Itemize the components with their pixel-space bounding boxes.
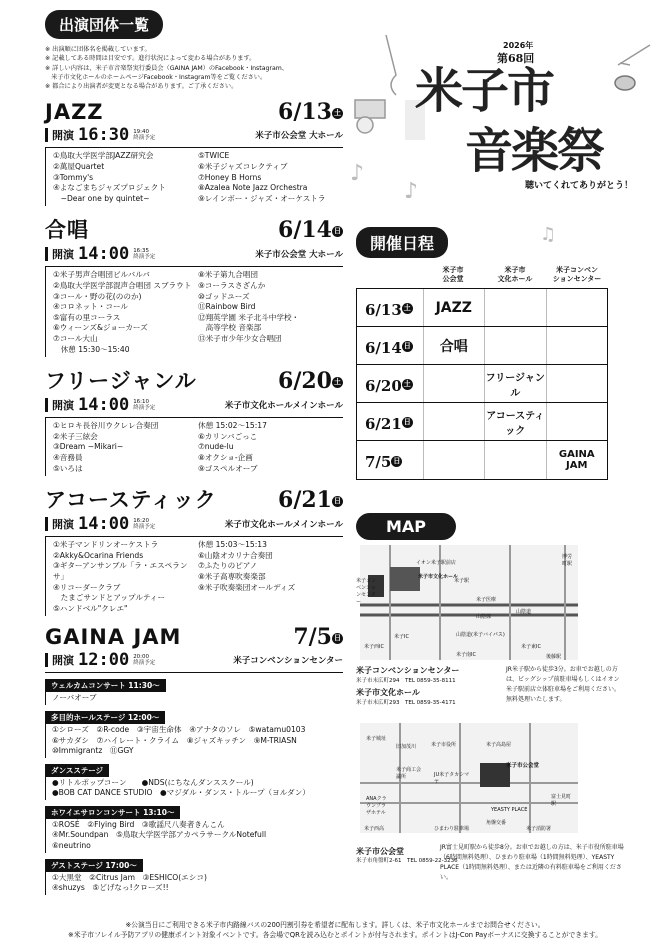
performer-col-2 xyxy=(198,270,343,355)
performer-item: ~Dear one by quintet~ xyxy=(53,193,150,203)
schedule-cell xyxy=(546,403,608,440)
genre-name: JAZZ xyxy=(45,100,104,125)
schedule-row xyxy=(357,403,607,441)
performer-col-2 xyxy=(198,151,343,204)
performer-item: ⑨レインボー・ジャズ・オーケストラ xyxy=(198,193,326,203)
venue-name: 米子市文化ホールメインホール xyxy=(224,401,343,412)
notes: ※ 出演順に団体名を掲載しています。 ※ 記載してある時間は目安です。進行状況によって変わる場合があります。 ※ 詳しい内容は、米子市音楽祭実行委員会（GAINA JAM）のFacebook・Instagram、 米子市文化ホールのホームページFacebook・Instagram等をご覧ください。 ※ 都合により出演者が変更となる場合があります。ご了承ください。 xyxy=(45,46,288,91)
stage-performers xyxy=(45,724,343,758)
venue-name: 米子市公会堂 大ホール xyxy=(255,250,343,261)
stage-label: ダンスステージ xyxy=(45,764,109,777)
genre-name: 合唱 xyxy=(45,218,89,243)
stage-performers xyxy=(45,819,343,853)
schedule-cell xyxy=(423,403,485,440)
performer-item: 高等学校 音楽部 xyxy=(198,323,262,333)
schedule-columns: 米子市 公会堂 米子市 文化ホール 米子コンベン ションセンター xyxy=(442,266,602,283)
performer-item: ④コロネット・コール xyxy=(53,302,128,312)
open-time: 14:00 xyxy=(78,514,130,535)
performer-item: ⑥neutrino xyxy=(52,841,91,851)
performer-item: ⑧米子第九合唱団 xyxy=(198,270,258,280)
performer-item: ①ROSÉ ②Flying Bird ③歌謡尺八奏者きんこん xyxy=(52,819,225,829)
schedule-cell xyxy=(484,327,546,364)
festival-edition: 第68回 xyxy=(497,52,535,65)
genre-date: 6/21 日 xyxy=(278,487,341,514)
schedule-date: 6/14 日 xyxy=(365,338,411,357)
stage-label: ウェルカムコンサート 11:30〜 xyxy=(45,679,166,692)
genre-header xyxy=(45,484,343,514)
schedule-title: 開催日程 xyxy=(356,227,448,258)
end-time: 16:20 終演予定 xyxy=(133,517,156,531)
map1-label: 山陰道 xyxy=(516,609,532,615)
performer-item: ⑥サカダシ ⑦ハイレート・クライム ⑧ジャズキッチン ⑨M-TRIASN xyxy=(52,735,297,745)
performer-item: ⑨コーラスさざんか xyxy=(198,281,266,291)
performer-columns xyxy=(45,267,343,357)
performer-item: ④よなごまちジャズプロジェクト xyxy=(53,183,166,193)
festival-year: 2026年 xyxy=(503,41,534,50)
time-line xyxy=(45,514,343,537)
page-title: 出演団体一覧 xyxy=(45,10,163,39)
map1-label: 博労町駅 xyxy=(562,554,573,567)
schedule-cell xyxy=(546,365,608,402)
performer-item: ③コール・野の花(ののか) xyxy=(53,291,142,301)
end-time: 19:40 終演予定 xyxy=(133,128,156,142)
performer-item: ③Tommy's xyxy=(53,172,94,182)
time-line xyxy=(45,650,343,673)
performer-item: 休憩 15:02〜15:17 xyxy=(198,421,267,431)
performer-columns xyxy=(45,537,343,616)
performer-item: ⑥カリンバごっこ xyxy=(198,431,258,441)
map2-label: 米子城址 xyxy=(366,736,387,742)
map1-label: 米子駅 xyxy=(454,578,470,584)
performer-item: ●BOB CAT DANCE STUDIO ●マジダル・ダンス・トループ（ヨルダン） xyxy=(52,788,310,798)
schedule-cell xyxy=(546,289,608,326)
schedule-date: 6/20 土 xyxy=(365,376,411,395)
end-time: 16:10 終演予定 xyxy=(133,398,156,412)
genre-name: アコースティック xyxy=(45,488,217,513)
genre-header xyxy=(45,214,343,244)
map1-label: 米子IC xyxy=(394,634,409,640)
genre-date: 6/14 日 xyxy=(278,217,341,244)
open-time: 14:00 xyxy=(78,395,130,416)
performer-item: ②米子三絃会 xyxy=(53,431,98,441)
schedule-cell xyxy=(423,441,485,479)
map2-label: YEASTY PLACE xyxy=(491,807,528,813)
performer-item: ①米子マンドリンオーケストラ xyxy=(53,540,159,550)
divider xyxy=(45,398,48,412)
schedule-date: 6/21 日 xyxy=(365,414,411,433)
stage-performers xyxy=(45,692,343,705)
svg-text:♫: ♫ xyxy=(540,224,557,245)
svg-text:♪: ♪ xyxy=(404,179,419,204)
stage-label: 多目的ホールステージ 12:00〜 xyxy=(45,711,165,724)
performer-list xyxy=(45,10,343,895)
performer-item: ⑦Honey B Horns xyxy=(198,172,262,182)
performer-item: ⑧オクショ-企画 xyxy=(198,452,253,462)
performer-item: ②Akky&Ocarina Friends xyxy=(53,550,144,560)
map2-label: 米子西高 xyxy=(364,826,385,832)
performer-item: ②萬屋Quartet xyxy=(53,162,105,172)
performer-item: ③ギターアンサンブル「ラ・エスペランサ」 xyxy=(53,561,188,581)
performer-item: ⑦nude-lu xyxy=(198,442,234,452)
schedule-table xyxy=(356,288,608,480)
performer-item: ①大黒堂 ②Citrus Jam ③ESHICO(エシコ) xyxy=(52,872,207,882)
divider xyxy=(45,247,48,261)
open-label: 開演 xyxy=(52,654,74,668)
festival-name-1: 米子市 xyxy=(415,63,554,119)
genre-date: 6/20 土 xyxy=(278,368,341,395)
map2-label: JU米子タカシマヤ xyxy=(434,772,470,785)
open-time: 14:00 xyxy=(78,244,130,265)
genre-header xyxy=(45,624,343,650)
performer-col-2 xyxy=(198,540,343,614)
map2-label: ANAクラウンプラザホテル xyxy=(366,796,387,816)
divider xyxy=(45,653,48,667)
sections xyxy=(45,99,343,673)
schedule-row xyxy=(357,327,607,365)
venue-public-hall: 米子市公会堂 米子市角盤町2-61 TEL 0859-22-3236 xyxy=(356,847,458,864)
stage-label: ホワイエサロンコンサート 13:10〜 xyxy=(45,806,180,819)
performer-item: ①米子男声合唱団ビルバルバ xyxy=(53,270,150,280)
stage-performers xyxy=(45,872,343,895)
schedule-cell: 合唱 xyxy=(423,327,485,364)
map-convention-center xyxy=(360,545,578,660)
festival-name-2: 音楽祭 xyxy=(465,123,604,179)
performer-item: ⑤TWICE xyxy=(198,151,230,161)
performer-item: ⑤ハンドベル"クレエ" xyxy=(53,603,128,613)
performer-item: 休憩 15:30〜15:40 xyxy=(53,344,130,354)
venue-convention: 米子コンベンションセンター 米子市末広町294 TEL 0859-35-8111 米子市文化ホール 米子市末広町293 TEL 0859-35-4171 xyxy=(356,666,460,706)
performer-item: ⑪Rainbow Bird xyxy=(198,302,256,312)
map1-label: 後藤駅 xyxy=(546,654,562,660)
map2-label: 旧加茂川 xyxy=(396,744,417,750)
performer-item: ⑧Azalea Note Jazz Orchestra xyxy=(198,183,308,193)
time-line xyxy=(45,244,343,267)
schedule-cell xyxy=(484,289,546,326)
performer-item: ③Dream ~Mikari~ xyxy=(53,442,124,452)
map2-label: 米子高島屋 xyxy=(486,742,512,748)
performer-item: ⑬米子市少年少女合唱団 xyxy=(198,334,282,344)
schedule-section xyxy=(356,227,646,480)
performer-item: ①鳥取大学医学部JAZZ研究会 xyxy=(53,151,154,161)
open-time: 12:00 xyxy=(78,650,130,671)
section-3 xyxy=(45,484,343,616)
map2-label: 米子商工会議所 xyxy=(396,767,422,780)
map1-label: 米子医療 xyxy=(476,597,497,603)
schedule-row xyxy=(357,365,607,403)
performer-item: ⑤富有の里コーラス xyxy=(53,312,121,322)
map-title: MAP xyxy=(356,513,456,540)
schedule-cell xyxy=(546,327,608,364)
venue-name: 米子市文化ホールメインホール xyxy=(224,520,343,531)
schedule-cell xyxy=(484,441,546,479)
performer-item: ⑨米子吹奏楽団オールディズ xyxy=(198,582,296,592)
performer-col-1 xyxy=(53,151,198,204)
performer-item: ⑦コール大山 xyxy=(53,334,98,344)
svg-text:♪: ♪ xyxy=(350,161,365,186)
open-label: 開演 xyxy=(52,248,74,262)
schedule-date: 6/13 土 xyxy=(365,300,411,319)
performer-item: ④Mr.Soundpan ⑤鳥取大学医学部アカペラサークルNotefull xyxy=(52,830,267,840)
end-time: 16:35 終演予定 xyxy=(133,247,156,261)
performer-item: ⑦ふたりのピアノ xyxy=(198,561,258,571)
section-2 xyxy=(45,365,343,476)
map2-label: 角盤交番 xyxy=(486,820,507,826)
festival-tagline: 聴いてくれてありがとう！ xyxy=(525,181,634,191)
performer-item: ⑩Immigrantz ⑪GGY xyxy=(52,746,134,756)
performer-item: たまごサンドとアップルティー xyxy=(53,593,166,603)
schedule-row xyxy=(357,289,607,327)
performer-item: ノーバオーブ xyxy=(52,693,97,703)
map1-label: 米子東IC xyxy=(521,644,541,650)
schedule-cell xyxy=(423,365,485,402)
performer-item: ⑥ウィーンズ&ジョーカーズ xyxy=(53,323,148,333)
map2-label: ひまわり駐車場 xyxy=(434,826,470,832)
performer-item: ⑫翔英学園 米子北斗中学校・ xyxy=(198,312,300,322)
schedule-cell: JAZZ xyxy=(423,289,485,326)
performer-item: ②鳥取大学医学部混声合唱団 スブラウト xyxy=(53,281,192,291)
performer-item: ④shuzys ⑤どげなっ!クローズ!! xyxy=(52,883,169,893)
map1-label: 米子市文化ホール xyxy=(418,574,458,580)
map1-label: 山陰線 xyxy=(476,614,492,620)
section-0 xyxy=(45,99,343,206)
genre-header xyxy=(45,365,343,395)
footer-notes: ※公演当日にご利用できる米子市内路線バスの200円割引券を希望者に配布します。詳しくは、米子市文化ホールまでお問合せください。 ※米子市フレイル予防アプリの健康ポイント対象イベントです。各会場でQRを読み込むとポイントが付与されます。ポイントはJ-Con Payボーナスに交換することができます。 xyxy=(68,921,602,939)
open-time: 16:30 xyxy=(78,125,130,146)
map2-label: 米子市役所 xyxy=(431,742,457,748)
access-info-2: JR富士見町駅から徒歩8分。お車でお越しの方は、米子市役所駐車場（6時間無料処理）、ひまわり駐車場（1時間無料処理）、YEASTY PLACE（1時間無料処理）、または近隣の有料駐車場をご利用ください。 xyxy=(440,844,624,881)
genre-date: 7/5 日 xyxy=(293,624,341,651)
performer-item: ⑤いろは xyxy=(53,463,83,473)
performer-item: ④音務員 xyxy=(53,452,83,462)
genre-name: GAINA JAM xyxy=(45,625,182,650)
divider xyxy=(45,128,48,142)
open-label: 開演 xyxy=(52,518,74,532)
schedule-date: 7/5 日 xyxy=(365,453,401,471)
schedule-cell: フリージャンル xyxy=(484,365,546,402)
schedule-cell: アコースティック xyxy=(484,403,546,440)
genre-name: フリージャンル xyxy=(45,369,197,394)
performer-item: ①ヒロキ長谷川ウクレレ合奏団 xyxy=(53,421,159,431)
performer-item: ①シローズ ②R-code ③宇宙生命体 ④アナタのソレ ⑤watamu0103 xyxy=(52,724,306,734)
performer-item: ④リコーダークラブ xyxy=(53,582,121,592)
performer-col-1 xyxy=(53,270,198,355)
venue-name: 米子コンベンションセンター xyxy=(233,656,343,667)
genre-date: 6/13 土 xyxy=(278,99,341,126)
decorative-instruments-icon xyxy=(350,15,670,245)
end-time: 20:00 終演予定 xyxy=(133,653,156,667)
performer-item: ⑩ゴッドユーズ xyxy=(198,291,250,301)
map1-label: 米子西IC xyxy=(364,644,384,650)
map1-label: 山陰道(米子バイパス) xyxy=(456,632,505,638)
map1-label: 米子南IC xyxy=(456,652,476,658)
performer-columns xyxy=(45,418,343,476)
time-line xyxy=(45,125,343,148)
venue-name: 米子市公会堂 大ホール xyxy=(255,131,343,142)
map2-label: 米子消防署 xyxy=(526,826,552,832)
stage-label: ゲストステージ 17:00〜 xyxy=(45,859,143,872)
map1-label: イオン米子駅前店 xyxy=(416,560,456,566)
performer-item: ⑥山陰オカリナ合奏団 xyxy=(198,550,273,560)
schedule-row xyxy=(357,441,607,479)
open-label: 開演 xyxy=(52,129,74,143)
performer-col-2 xyxy=(198,421,343,474)
performer-col-1 xyxy=(53,421,198,474)
map1-label: 米子コンベンションセンター xyxy=(356,578,377,605)
genre-header xyxy=(45,99,343,125)
map2-label: 富士見町駅 xyxy=(551,794,572,807)
performer-col-1 xyxy=(53,540,198,614)
open-label: 開演 xyxy=(52,399,74,413)
access-info-1: JR米子駅から徒歩3分。お車でお越しの方は、ビッグシップ前駐車場もしくはイオン米子駅前店立体駐車場をご利用ください。無料処理いたします。 xyxy=(506,666,621,703)
performer-item: ●リトルポップコーン ●NDS(にちなんダンススクール) xyxy=(52,777,254,787)
gaina-jam-stages xyxy=(45,673,343,895)
performer-item: ⑥米子ジャズコレクティブ xyxy=(198,162,288,172)
stage-performers xyxy=(45,777,343,800)
section-4 xyxy=(45,624,343,673)
performer-columns xyxy=(45,148,343,206)
map2-label: 米子市公会堂 xyxy=(506,763,540,769)
divider xyxy=(45,517,48,531)
time-line xyxy=(45,395,343,418)
section-1 xyxy=(45,214,343,357)
performer-item: 休憩 15:03〜15:13 xyxy=(198,540,267,550)
performer-item: ⑧米子高専吹奏楽部 xyxy=(198,571,266,581)
performer-item: ⑨ゴスペルオーブ xyxy=(198,463,258,473)
schedule-cell: GAINA JAM xyxy=(546,441,608,479)
map-section xyxy=(356,513,656,881)
